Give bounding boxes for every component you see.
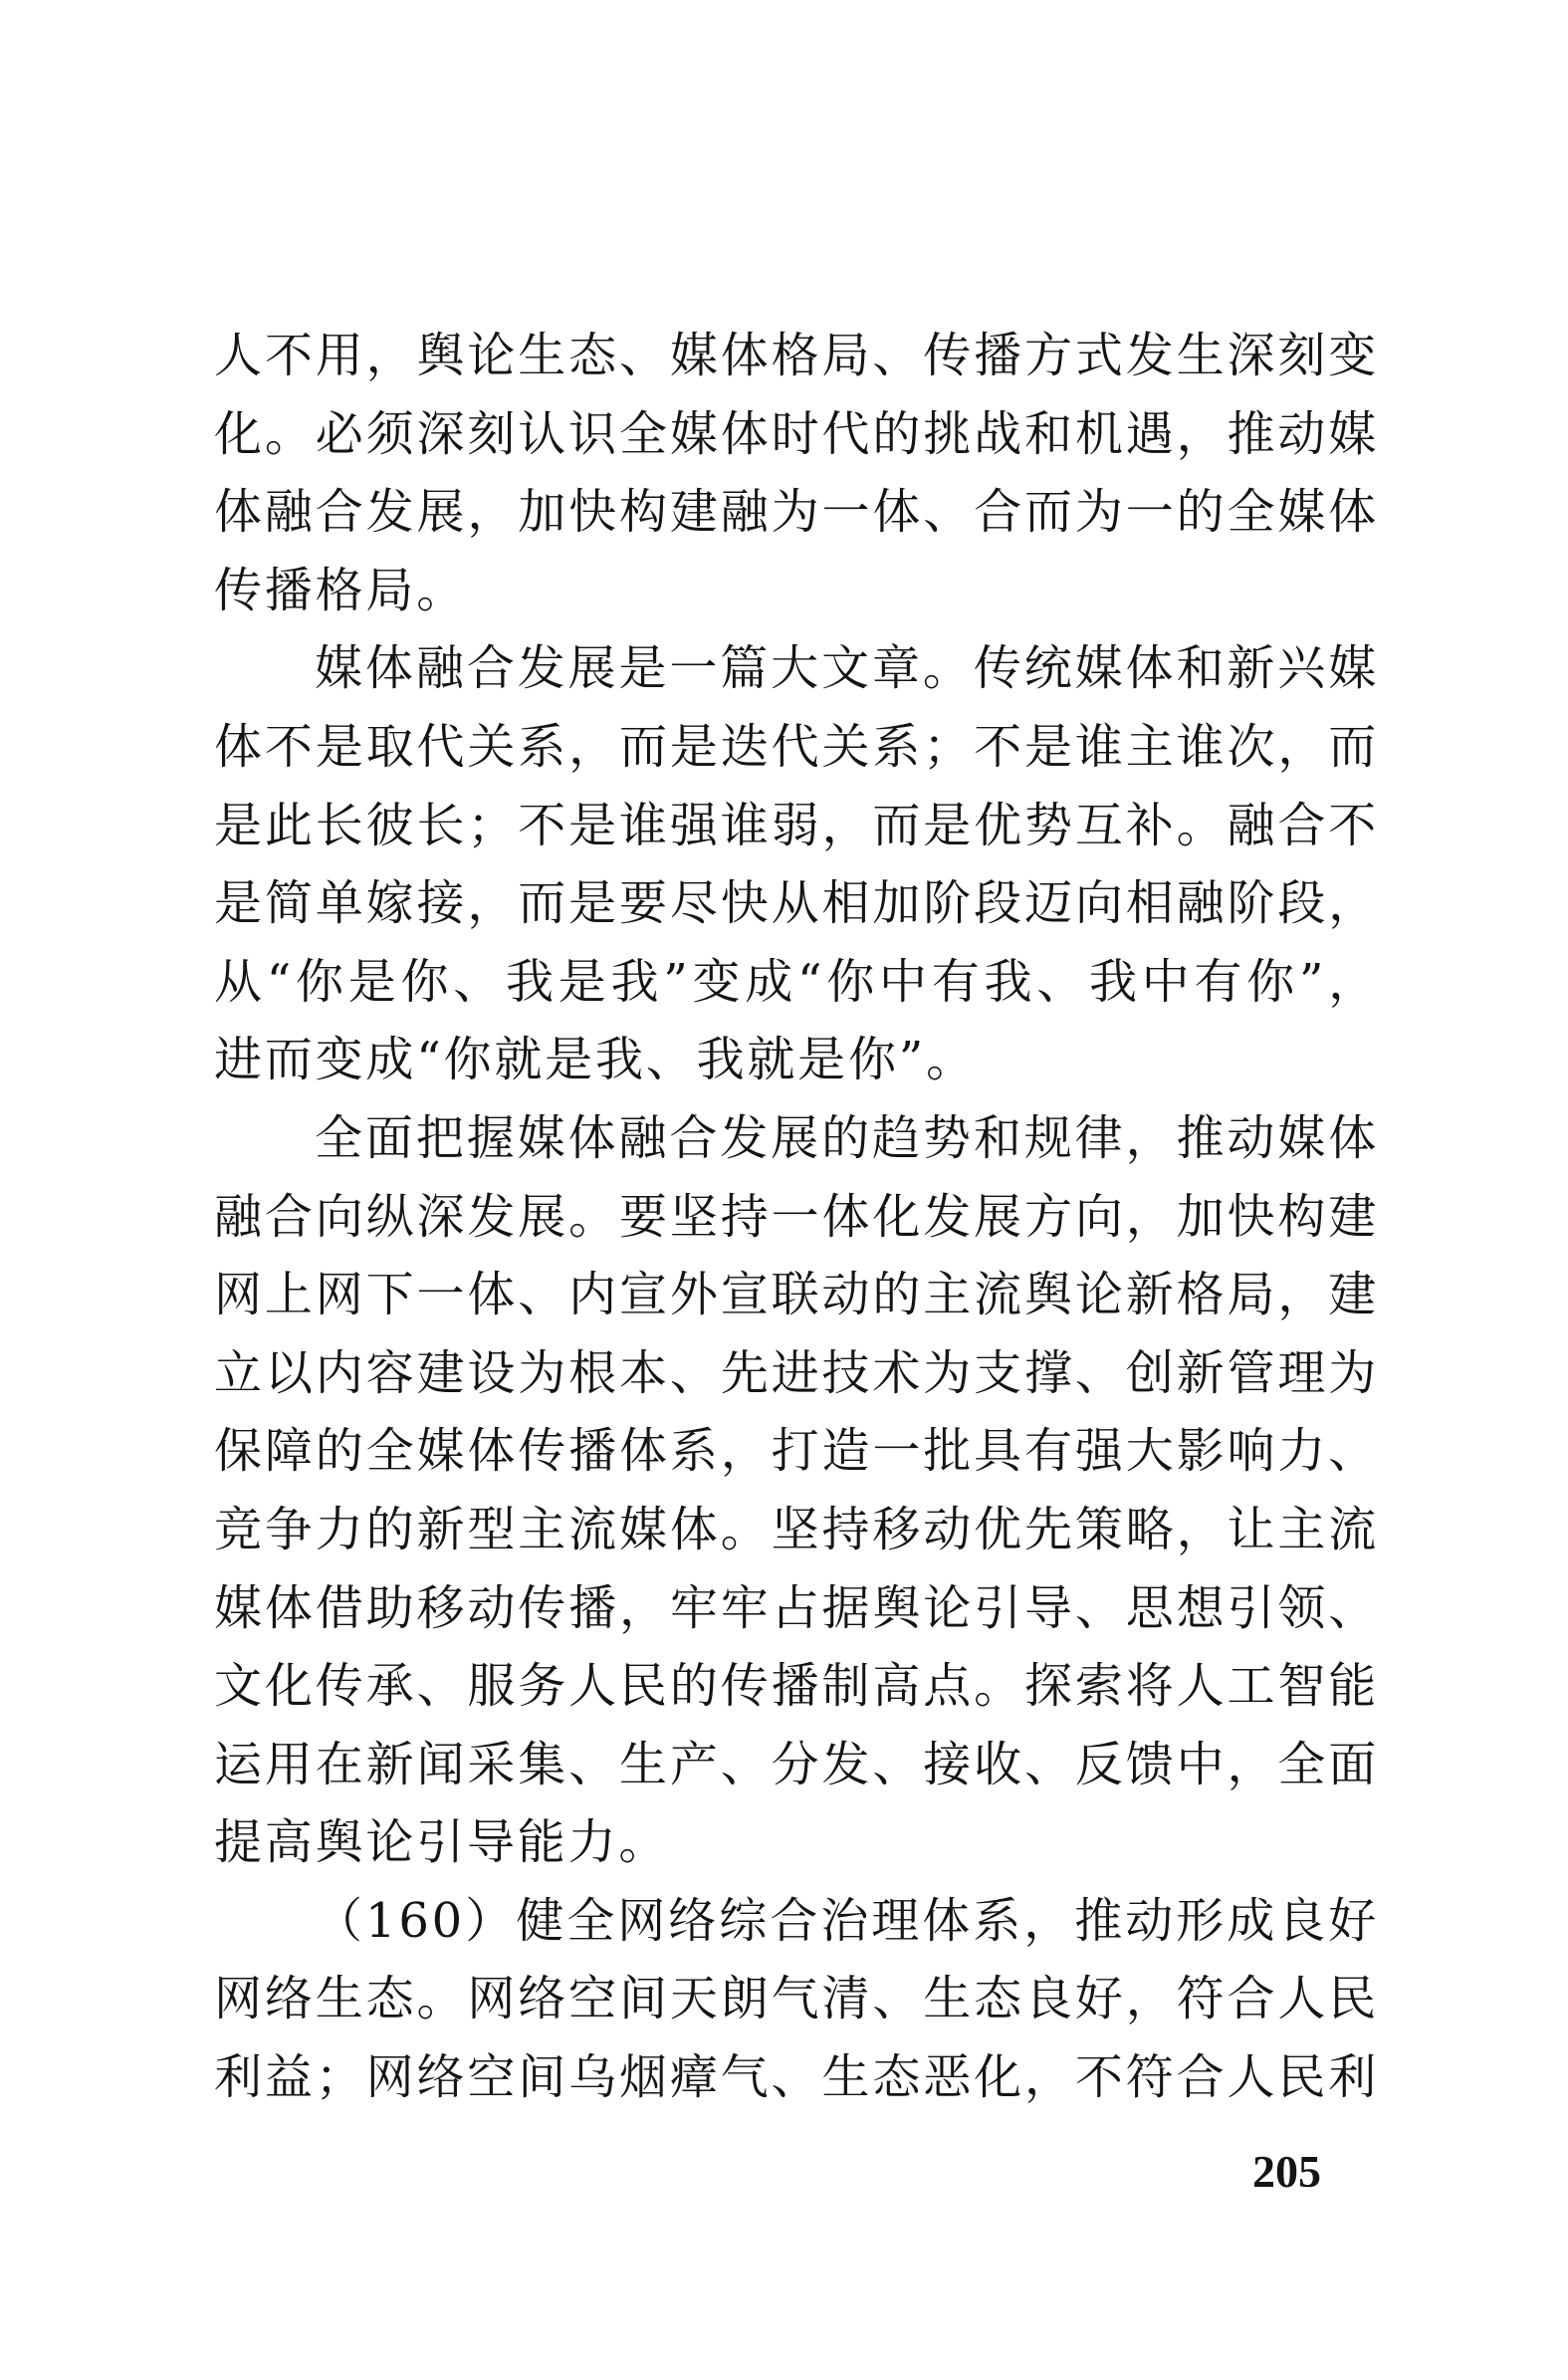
text-line: 融合向纵深发展。要坚持一体化发展方向，加快构建 (214, 1188, 1379, 1245)
text-line: 体不是取代关系，而是迭代关系；不是谁主谁次，而 (214, 718, 1379, 775)
paragraph (214, 1882, 1379, 2117)
text-line: （160）健全网络综合治理体系，推动形成良好 (315, 1892, 1379, 1949)
text-line: 是简单嫁接，而是要尽快从相加阶段迈向相融阶段， (214, 875, 1379, 932)
text-line: 化。必须深刻认识全媒体时代的挑战和机遇，推动媒 (214, 405, 1379, 462)
text-line: 体融合发展，加快构建融为一体、合而为一的全媒体 (214, 484, 1379, 541)
page-number: 205 (1252, 2146, 1321, 2197)
text-line: 运用在新闻采集、生产、分发、接收、反馈中，全面 (214, 1736, 1379, 1792)
text-line: 网络生态。网络空间天朗气清、生态良好，符合人民 (214, 1971, 1379, 2027)
paragraph (214, 317, 1379, 629)
text-line: 传播格局。 (214, 562, 468, 618)
body-text (214, 317, 1379, 2117)
text-line: 人不用，舆论生态、媒体格局、传播方式发生深刻变 (214, 328, 1379, 383)
text-line: 媒体借助移动传播，牢牢占据舆论引导、思想引领、 (214, 1579, 1379, 1636)
text-line: 媒体融合发展是一篇大文章。传统媒体和新兴媒 (315, 640, 1379, 697)
text-line: 利益；网络空间乌烟瘴气、生态恶化，不符合人民利 (214, 2049, 1379, 2106)
text-line: 从“你是你、我是我”变成“你中有我、我中有你”， (214, 953, 1379, 1010)
text-line: 进而变成“你就是我、我就是你”。 (214, 1032, 977, 1088)
text-line: 是此长彼长；不是谁强谁弱，而是优势互补。融合不 (214, 797, 1379, 853)
text-line: 竞争力的新型主流媒体。坚持移动优先策略，让主流 (214, 1501, 1379, 1557)
text-line: 文化传承、服务人民的传播制高点。探索将人工智能 (214, 1658, 1379, 1715)
paragraph (214, 1099, 1379, 1882)
text-line: 全面把握媒体融合发展的趋势和规律，推动媒体 (315, 1109, 1379, 1166)
paragraph (214, 629, 1379, 1099)
text-line: 网上网下一体、内宣外宣联动的主流舆论新格局，建 (214, 1267, 1379, 1323)
text-line: 提高舆论引导能力。 (214, 1814, 670, 1871)
text-line: 立以内容建设为根本、先进技术为支撑、创新管理为 (214, 1344, 1379, 1401)
text-line: 保障的全媒体传播体系，打造一批具有强大影响力、 (214, 1423, 1379, 1480)
